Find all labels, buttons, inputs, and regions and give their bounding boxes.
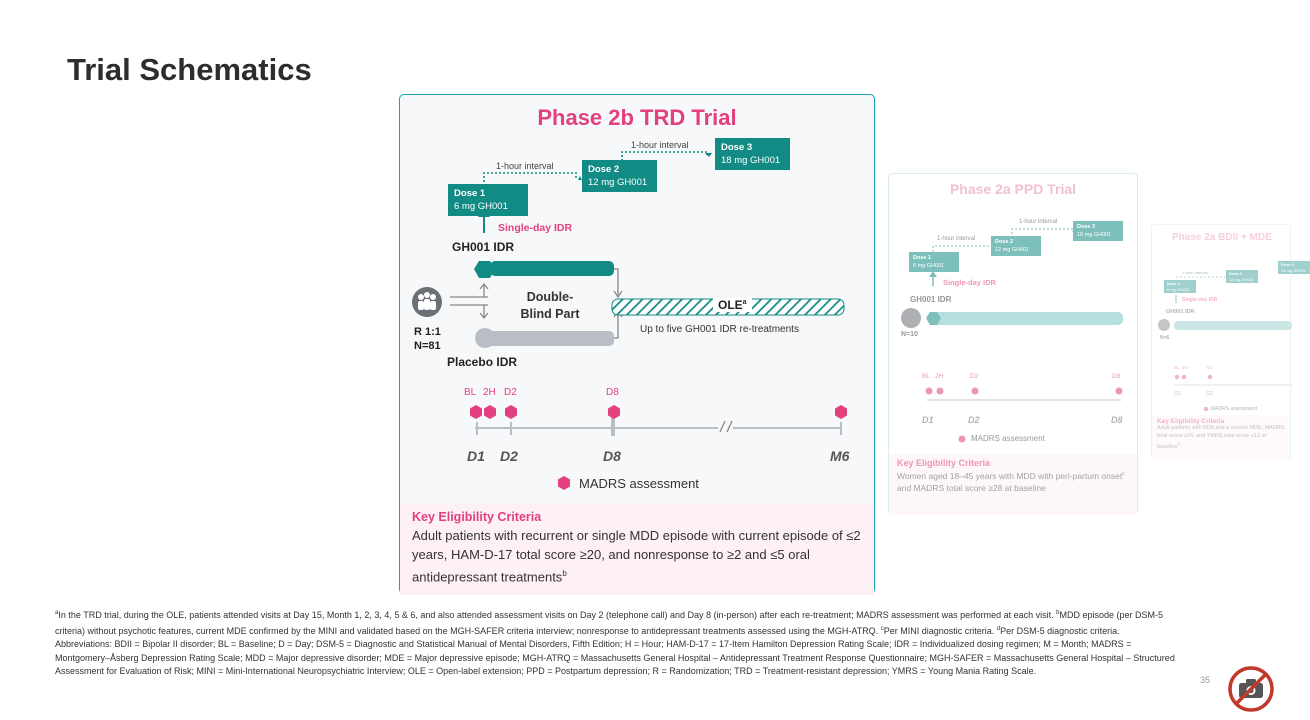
timepoint-bl: BL bbox=[464, 387, 477, 398]
footnote-b: MDD episode (per DSM-5 criteria) without psychotic features, current MDE confirmed by the MINI and validated based on the MGH-SAFER criteria interview; nonresponse to antidepressant treatments assessed using the MGH-ATRQ. bbox=[55, 610, 1164, 636]
bdii-single-day: Single-day IDR bbox=[1182, 297, 1218, 303]
single-day-label: Single-day IDR bbox=[498, 222, 573, 234]
timepoint-d2: D2 bbox=[500, 448, 518, 464]
footnote-abbreviations: Abbreviations: BDII = Bipolar II disorder; BL = Baseline; D = Day; DSM-5 = Diagnostic and Statistical Manual of Mental Disorders, Fifth Edition; H = Hour; HAM-D-17 = 17-Item Hamilton Depression Rating Scale; IDR = Individualized dosing regimen; M = Month; MADRS = Montgomery–Åsberg Depression Rating Scale; MDD = Major depressive disorder; MDE = Major depressive episode; MGH-ATRQ = Massachusetts General Hospital – Antidepressant Treatment Response Questionnaire; MGH-SAFER = Massachusetts General Hospital – Structured Assessment for Evaluation of Risk; MINI = Mini-International Neuropsychiatric Interview; OLE = Open-label extension; PPD = Postpartum depression; R = Randomization; TRD = Treatment-resistant depression; YMRS = Young Mania Rating Scale. bbox=[55, 639, 1175, 677]
ppd-trial-card bbox=[888, 173, 1138, 514]
double-blind-label bbox=[510, 289, 590, 323]
footnote-sup-b: b bbox=[1056, 610, 1060, 616]
trd-criteria-text: Adult patients with recurrent or single MDD episode with current episode of ≤2 years, HAM-D-17 total score ≥20, and nonresponse to ≥2 and ≤5 oral antidepressant treatments bbox=[412, 528, 861, 585]
interval-label-2: 1-hour interval bbox=[631, 140, 689, 150]
ppd-legend-marker-icon bbox=[959, 436, 966, 443]
ppd-arm-bar bbox=[933, 312, 1123, 325]
interval-label-1: 1-hour interval bbox=[496, 161, 554, 171]
bdii-tp-d2-top: D2 bbox=[1207, 365, 1213, 370]
gh001-to-ole-arrow bbox=[614, 269, 622, 297]
camera-off-icon bbox=[1227, 665, 1275, 713]
placebo-arm-circle-icon bbox=[475, 328, 495, 348]
footnotes bbox=[55, 607, 1175, 679]
bdii-dose-1-name: Dose 1 bbox=[1167, 281, 1181, 286]
ppd-dose-3 bbox=[1073, 221, 1123, 241]
bdii-dose-3-amount: 18 mg GH001 bbox=[1281, 267, 1306, 273]
bdii-dose-2-amount: 12 mg GH001 bbox=[1229, 276, 1254, 282]
footnote-sup-a: a bbox=[55, 610, 59, 616]
timepoint-m6: M6 bbox=[830, 448, 850, 464]
trd-trial-title: Phase 2b TRD Trial bbox=[537, 105, 737, 130]
ppd-single-day: Single-day IDR bbox=[943, 278, 996, 287]
ppd-interval-2: 1-hour interval bbox=[1019, 219, 1058, 225]
ppd-tp-d8: D8 bbox=[1111, 415, 1123, 425]
bdii-criteria-sup: d bbox=[1177, 441, 1180, 446]
legend-hexagon-icon bbox=[558, 476, 570, 490]
footnote-c: Per MINI diagnostic criteria. bbox=[883, 625, 997, 636]
ppd-interval-1: 1-hour interval bbox=[937, 236, 976, 242]
placebo-arm-bar bbox=[486, 331, 614, 346]
bdii-criteria-body bbox=[1157, 425, 1285, 451]
footnote-d: Per DSM-5 diagnostic criteria. bbox=[1000, 625, 1120, 636]
trd-criteria-title: Key Eligibility Criteria bbox=[412, 510, 542, 524]
gh001-arm-bar bbox=[490, 261, 614, 276]
bdii-n-label: N=6 bbox=[1160, 335, 1170, 341]
ppd-dose-2-amount: 12 mg GH001 bbox=[995, 247, 1030, 253]
timeline-break-2 bbox=[727, 421, 732, 432]
ppd-criteria-text-1: Women aged 18–45 years with MDD with peri-partum onset bbox=[897, 470, 1123, 481]
bdii-dose-1-amount: 6 mg GH001 bbox=[1167, 286, 1190, 292]
trd-schematic-graphics bbox=[400, 95, 876, 505]
footnote-a: In the TRD trial, during the OLE, patients attended visits at Day 15, Month 1, 2, 3, 4, 5 & 6, and also attended assessment visits on Day 2 (telephone call) and Day 8 (in-person) after each re-treatment; MADRS assessment was performed at each visit. bbox=[58, 610, 1057, 620]
trd-trial-card bbox=[399, 94, 875, 594]
ppd-dose-1-name: Dose 1 bbox=[913, 255, 932, 261]
ppd-schematic-graphics bbox=[889, 174, 1139, 454]
madrs-marker-2h bbox=[484, 405, 496, 419]
timepoint-d8-top: D8 bbox=[606, 387, 619, 398]
ole-label-text: OLE bbox=[718, 298, 743, 312]
double-blind-line-1: Double- bbox=[526, 290, 574, 304]
bdii-criteria-title: Key Eligibility Criteria bbox=[1157, 418, 1225, 425]
active-arm-label: GH001 IDR bbox=[452, 240, 515, 254]
bdii-dose-3 bbox=[1278, 261, 1310, 274]
timepoint-2h: 2H bbox=[483, 387, 496, 398]
ppd-tp-bl: BL bbox=[922, 373, 930, 380]
slide-title: Trial Schematics bbox=[67, 52, 312, 87]
ppd-dose-3-amount: 18 mg GH001 bbox=[1077, 232, 1112, 238]
ppd-criteria-text-2: and MADRS total score ≥28 at baseline bbox=[897, 482, 1046, 493]
randomization-ratio: R 1:1 bbox=[414, 326, 441, 338]
timepoint-d8: D8 bbox=[603, 448, 621, 464]
dose-1-box bbox=[448, 184, 528, 216]
timepoint-d2-top: D2 bbox=[504, 387, 517, 398]
bdii-people-group-icon bbox=[1158, 319, 1170, 331]
bdii-tp-d1: D1 bbox=[1174, 391, 1182, 397]
ppd-dose-2 bbox=[991, 236, 1041, 256]
madrs-marker-d2 bbox=[505, 405, 517, 419]
bdii-dose-2-name: Dose 2 bbox=[1229, 271, 1243, 276]
ppd-dose-1 bbox=[909, 252, 959, 272]
madrs-marker-m6 bbox=[835, 405, 847, 419]
bdii-interval: 1-hour interval bbox=[1182, 270, 1208, 275]
ppd-dose-3-name: Dose 3 bbox=[1077, 224, 1096, 230]
ole-label bbox=[713, 298, 752, 312]
footnote-definitions bbox=[55, 607, 1175, 638]
bdii-tp-2h: 2H bbox=[1182, 365, 1188, 370]
ppd-trial-title: Phase 2a PPD Trial bbox=[949, 181, 1077, 197]
ppd-legend-label: MADRS assessment bbox=[971, 434, 1045, 443]
ppd-tp-2h: 2H bbox=[935, 373, 944, 380]
ppd-dose-2-name: Dose 2 bbox=[995, 239, 1014, 245]
bdii-arm-label: GH001 IDR bbox=[1166, 309, 1195, 315]
footnote-sup-c: c bbox=[880, 625, 884, 632]
double-blind-line-2: Blind Part bbox=[520, 307, 580, 321]
trd-eligibility-criteria bbox=[400, 504, 874, 595]
bdii-arm-bar bbox=[1174, 321, 1292, 330]
bdii-dose-1 bbox=[1164, 280, 1196, 293]
dose-1-name: Dose 1 bbox=[454, 188, 486, 199]
madrs-legend-label: MADRS assessment bbox=[579, 476, 699, 491]
ppd-tp-d2: D2 bbox=[968, 415, 980, 425]
randomization-label bbox=[414, 325, 441, 353]
dose-2-amount: 12 mg GH001 bbox=[588, 177, 648, 188]
rand-arrow-down bbox=[480, 305, 488, 318]
ppd-tp-d8-top: D8 bbox=[1112, 373, 1121, 380]
trd-criteria-sup: b bbox=[562, 569, 567, 578]
bdii-tp-bl: BL bbox=[1174, 365, 1180, 370]
ppd-tp-d1: D1 bbox=[922, 415, 934, 425]
dose-2-name: Dose 2 bbox=[588, 164, 620, 175]
ppd-criteria-sup: c bbox=[1122, 471, 1125, 477]
footnote-sup-d: d bbox=[996, 625, 1001, 632]
bdii-tp-d2: D2 bbox=[1206, 391, 1214, 397]
ppd-criteria-title: Key Eligibility Criteria bbox=[897, 458, 991, 468]
bdii-legend-marker-icon bbox=[1204, 407, 1208, 411]
bdii-dose-2 bbox=[1226, 270, 1258, 283]
bdii-legend-label: MADRS assessment bbox=[1211, 406, 1258, 412]
dose-1-amount: 6 mg GH001 bbox=[454, 201, 508, 212]
randomization-n: N=81 bbox=[414, 340, 441, 352]
ppd-arm-label: GH001 IDR bbox=[910, 295, 952, 304]
bdii-trial-card bbox=[1151, 224, 1306, 460]
ppd-tp-d2-top: D2 bbox=[970, 373, 979, 380]
ppd-people-group-icon bbox=[901, 308, 921, 328]
ole-subtitle: Up to five GH001 IDR re-treatments bbox=[640, 324, 799, 335]
trd-criteria-body bbox=[412, 526, 862, 586]
timeline-break-1 bbox=[720, 421, 725, 432]
dose-2-box bbox=[582, 160, 657, 192]
interval-arrowhead-2 bbox=[705, 153, 712, 157]
dose-3-box bbox=[715, 138, 790, 170]
page-number: 35 bbox=[1200, 675, 1211, 685]
ppd-dose-1-amount: 6 mg GH001 bbox=[913, 263, 945, 269]
bdii-trial-title: Phase 2a BDII + MDE bbox=[1172, 232, 1272, 243]
ppd-n-label: N=10 bbox=[901, 331, 918, 338]
bdii-dose-3-name: Dose 3 bbox=[1281, 262, 1295, 267]
rand-arrow-up bbox=[480, 284, 488, 297]
dose-3-amount: 18 mg GH001 bbox=[721, 155, 781, 166]
ppd-criteria-body bbox=[897, 468, 1129, 494]
placebo-arm-label: Placebo IDR bbox=[447, 355, 518, 369]
timepoint-d1: D1 bbox=[467, 448, 485, 464]
ppd-eligibility-criteria bbox=[889, 454, 1137, 515]
dose-3-name: Dose 3 bbox=[721, 142, 753, 153]
madrs-marker-d8 bbox=[608, 405, 620, 419]
bdii-eligibility-criteria bbox=[1152, 415, 1290, 461]
madrs-marker-bl bbox=[470, 405, 482, 419]
ole-label-sup: a bbox=[742, 299, 747, 306]
bdii-criteria-text: Adult patients with BDII and a current MDE, MADRS total score ≥24, and YMRS total score ≤12 at baseline bbox=[1157, 425, 1285, 450]
